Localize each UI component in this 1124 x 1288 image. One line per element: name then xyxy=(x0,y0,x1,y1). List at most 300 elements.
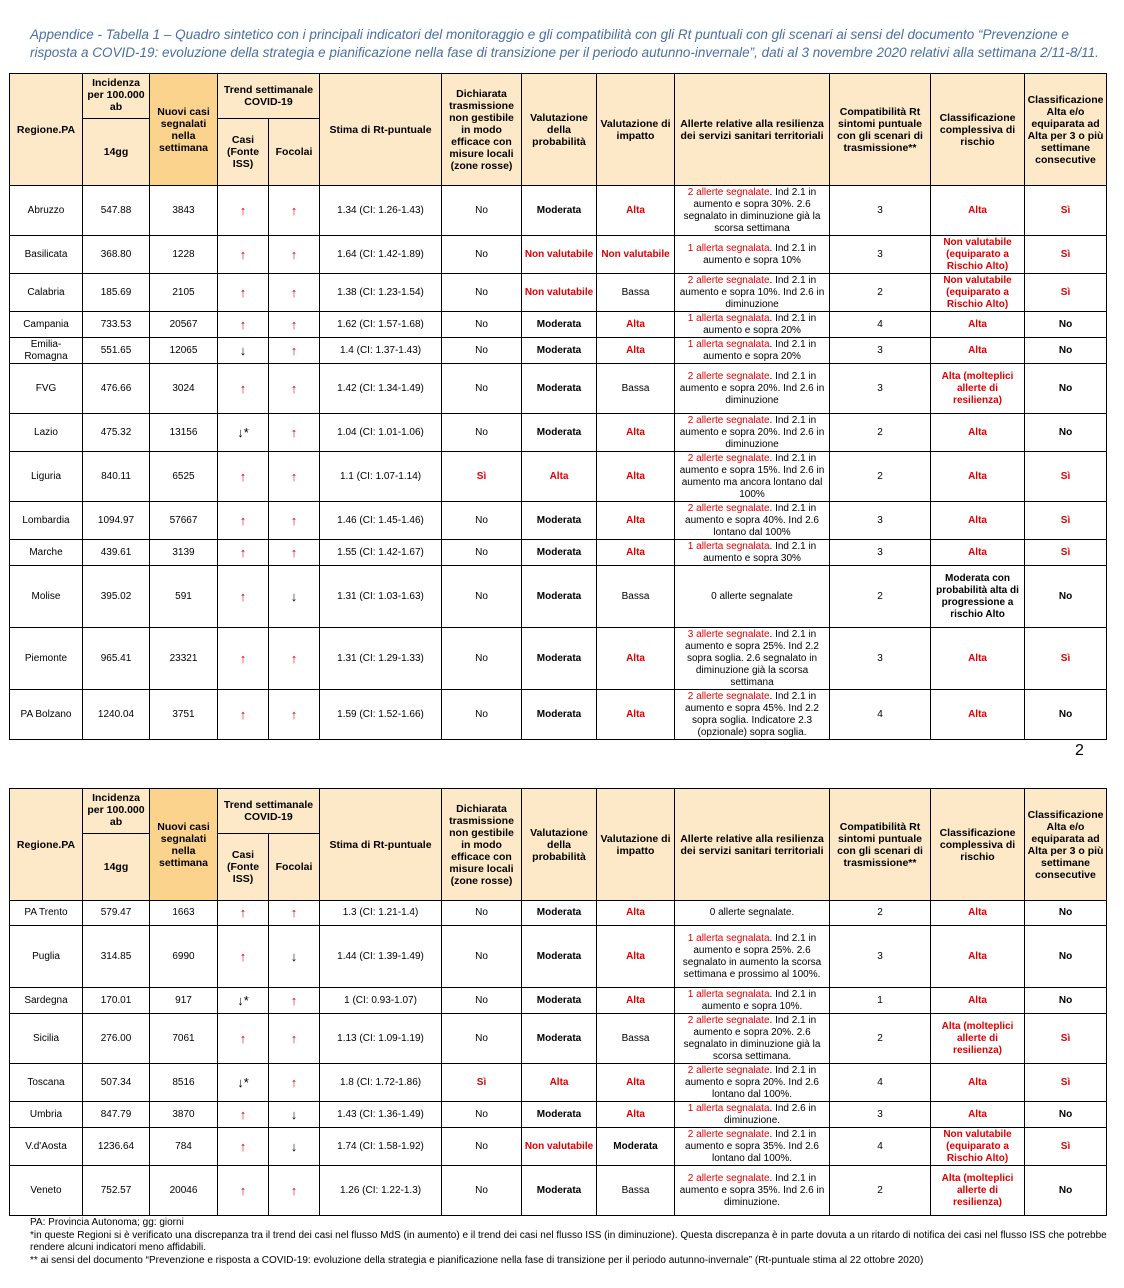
cell-impatto: Bassa xyxy=(597,1014,675,1064)
alert-details: . Ind 2.1 in aumento e sopra 15%. Ind 2.6 in aumento ma ancora lontano dal 100% xyxy=(679,452,825,500)
cell-nuovi-casi: 23321 xyxy=(150,628,218,690)
cell-allerte xyxy=(675,926,830,988)
cell-compatibilita: 2 xyxy=(830,1014,931,1064)
cell-compatibilita: 3 xyxy=(830,236,931,274)
cell-trend-focolai: ↑ xyxy=(269,338,320,364)
cell-trend-casi: ↑ xyxy=(218,1014,269,1064)
cell-dichiarata: No xyxy=(442,274,522,312)
cell-rt: 1.8 (CI: 1.72-1.86) xyxy=(320,1064,442,1102)
cell-regione: Lombardia xyxy=(10,502,83,540)
header-incidenza: Incidenza per 100.000 ab xyxy=(83,74,150,119)
alert-details: . Ind 2.1 in aumento e sopra 20% xyxy=(703,312,817,336)
cell-trend-casi: ↓* xyxy=(218,1064,269,1102)
cell-classificazione-3-settimane: Sì xyxy=(1025,540,1107,566)
cell-incidenza: 752.57 xyxy=(83,1166,150,1216)
cell-trend-casi: ↑ xyxy=(218,566,269,628)
cell-compatibilita: 4 xyxy=(830,1128,931,1166)
cell-probabilita: Moderata xyxy=(522,312,597,338)
cell-incidenza: 507.34 xyxy=(83,1064,150,1102)
cell-dichiarata: No xyxy=(442,364,522,414)
cell-probabilita: Moderata xyxy=(522,566,597,628)
cell-impatto: Alta xyxy=(597,901,675,926)
alert-details: . Ind 2.1 in aumento e sopra 40%. Ind 2.6 lontano dal 100% xyxy=(685,502,819,538)
cell-rt: 1.13 (CI: 1.09-1.19) xyxy=(320,1014,442,1064)
cell-compatibilita: 4 xyxy=(830,312,931,338)
table-row xyxy=(10,338,1107,364)
cell-nuovi-casi: 3751 xyxy=(150,690,218,740)
cell-allerte xyxy=(675,1128,830,1166)
table-row xyxy=(10,690,1107,740)
header-compatibilita: Compatibilità Rt sintomi puntuale con gli scenari di trasmissione** xyxy=(830,789,931,901)
table-row xyxy=(10,274,1107,312)
cell-classificazione-3-settimane: No xyxy=(1025,1166,1107,1216)
cell-classificazione: Alta xyxy=(931,414,1025,452)
cell-impatto: Moderata xyxy=(597,1128,675,1166)
cell-allerte xyxy=(675,452,830,502)
cell-trend-focolai: ↑ xyxy=(269,690,320,740)
cell-compatibilita: 3 xyxy=(830,186,931,236)
cell-classificazione-3-settimane: Sì xyxy=(1025,1014,1107,1064)
cell-probabilita: Moderata xyxy=(522,690,597,740)
alert-count: 2 allerte segnalate xyxy=(687,502,770,514)
alert-count: 1 allerta segnalata xyxy=(687,312,770,324)
cell-impatto: Alta xyxy=(597,338,675,364)
page-number: 2 xyxy=(1075,742,1084,759)
table-row xyxy=(10,1128,1107,1166)
cell-trend-casi: ↑ xyxy=(218,452,269,502)
cell-nuovi-casi: 3024 xyxy=(150,364,218,414)
cell-trend-focolai: ↓ xyxy=(269,1102,320,1128)
cell-regione: Abruzzo xyxy=(10,186,83,236)
table-row xyxy=(10,926,1107,988)
cell-dichiarata: No xyxy=(442,338,522,364)
cell-rt: 1.74 (CI: 1.58-1.92) xyxy=(320,1128,442,1166)
cell-allerte xyxy=(675,1014,830,1064)
table-row xyxy=(10,1102,1107,1128)
cell-probabilita: Moderata xyxy=(522,364,597,414)
cell-classificazione: Alta xyxy=(931,690,1025,740)
cell-dichiarata: No xyxy=(442,236,522,274)
cell-nuovi-casi: 591 xyxy=(150,566,218,628)
cell-nuovi-casi: 3139 xyxy=(150,540,218,566)
table-row xyxy=(10,236,1107,274)
cell-dichiarata: No xyxy=(442,926,522,988)
cell-incidenza: 840.11 xyxy=(83,452,150,502)
alert-count: 3 allerte segnalate xyxy=(687,628,770,640)
cell-probabilita: Moderata xyxy=(522,988,597,1014)
cell-trend-focolai: ↓ xyxy=(269,926,320,988)
header-probabilita: Valutazione della probabilità xyxy=(522,74,597,186)
cell-probabilita: Non valutabile xyxy=(522,236,597,274)
cell-trend-casi: ↑ xyxy=(218,1128,269,1166)
header-trend: Trend settimanale COVID-19 xyxy=(218,74,320,119)
cell-trend-casi: ↑ xyxy=(218,502,269,540)
alert-details: 0 allerte segnalate. xyxy=(709,907,795,918)
cell-probabilita: Alta xyxy=(522,452,597,502)
alert-details: . Ind 2.1 in aumento e sopra 25%. 2.6 segnalato in aumento la scorsa settimana e prossimo al 100%. xyxy=(682,932,822,980)
cell-trend-casi: ↑ xyxy=(218,186,269,236)
cell-impatto: Alta xyxy=(597,628,675,690)
cell-dichiarata: Sì xyxy=(442,1064,522,1102)
cell-classificazione-3-settimane: No xyxy=(1025,338,1107,364)
table-caption: Appendice - Tabella 1 – Quadro sintetico con i principali indicatori del monitoraggio e gli compatibilità con gli Rt puntuali con gli scenari ai sensi del documento “Prevenzione e risposta a COVID-19: evoluzione della strategia e pianificazione nella fase di transizione per il periodo autunno-invernale”, dati al 3 novembre 2020 relativi alla settimana 2/11-8/11. xyxy=(30,27,1099,60)
cell-classificazione: Alta xyxy=(931,540,1025,566)
alert-count: 2 allerte segnalate xyxy=(687,1128,770,1140)
cell-probabilita: Moderata xyxy=(522,1166,597,1216)
alert-details: . Ind 2.1 in aumento e sopra 20%. Ind 2.6 lontano dal 100%. xyxy=(685,1064,819,1100)
cell-regione: Umbria xyxy=(10,1102,83,1128)
cell-dichiarata: No xyxy=(442,540,522,566)
cell-incidenza: 439.61 xyxy=(83,540,150,566)
header-dichiarata: Dichiarata trasmissione non gestibile in modo efficace con misure locali (zone rosse) xyxy=(442,74,522,186)
cell-classificazione-3-settimane: No xyxy=(1025,1102,1107,1128)
cell-incidenza: 733.53 xyxy=(83,312,150,338)
cell-trend-casi: ↑ xyxy=(218,628,269,690)
alert-details: . Ind 2.1 in aumento e sopra 30%. 2.6 segnalato in diminuzione già la scorsa settimana xyxy=(683,186,821,234)
cell-compatibilita: 2 xyxy=(830,1166,931,1216)
cell-probabilita: Moderata xyxy=(522,926,597,988)
cell-rt: 1.59 (CI: 1.52-1.66) xyxy=(320,690,442,740)
table-row xyxy=(10,312,1107,338)
table-row xyxy=(10,540,1107,566)
cell-probabilita: Moderata xyxy=(522,1102,597,1128)
header-incidenza-14gg: 14gg xyxy=(83,834,150,901)
cell-dichiarata: No xyxy=(442,566,522,628)
cell-trend-casi: ↑ xyxy=(218,901,269,926)
cell-impatto: Alta xyxy=(597,988,675,1014)
header-trend: Trend settimanale COVID-19 xyxy=(218,789,320,834)
cell-probabilita: Non valutabile xyxy=(522,1128,597,1166)
cell-rt: 1.4 (CI: 1.37-1.43) xyxy=(320,338,442,364)
cell-allerte xyxy=(675,274,830,312)
cell-regione: Puglia xyxy=(10,926,83,988)
cell-rt: 1.34 (CI: 1.26-1.43) xyxy=(320,186,442,236)
cell-regione: Toscana xyxy=(10,1064,83,1102)
cell-allerte xyxy=(675,414,830,452)
cell-classificazione: Non valutabile (equiparato a Rischio Alto) xyxy=(931,1128,1025,1166)
cell-allerte xyxy=(675,628,830,690)
footnote: PA: Provincia Autonoma; gg: giorni xyxy=(30,1217,184,1228)
cell-classificazione-3-settimane: No xyxy=(1025,364,1107,414)
cell-classificazione: Alta xyxy=(931,452,1025,502)
header-probabilita: Valutazione della probabilità xyxy=(522,789,597,901)
cell-incidenza: 547.88 xyxy=(83,186,150,236)
cell-nuovi-casi: 917 xyxy=(150,988,218,1014)
table-row xyxy=(10,414,1107,452)
table-row xyxy=(10,1014,1107,1064)
cell-regione: Sardegna xyxy=(10,988,83,1014)
cell-classificazione-3-settimane: No xyxy=(1025,926,1107,988)
cell-classificazione: Alta xyxy=(931,186,1025,236)
cell-regione: PA Bolzano xyxy=(10,690,83,740)
header-allerte: Allerte relative alla resilienza dei servizi sanitari territoriali xyxy=(675,789,830,901)
footnotes xyxy=(30,1217,1110,1267)
alert-count: 2 allerte segnalate xyxy=(687,452,770,464)
cell-classificazione-3-settimane: No xyxy=(1025,312,1107,338)
header-classificazione: Classificazione complessiva di rischio xyxy=(931,789,1025,901)
cell-probabilita: Moderata xyxy=(522,502,597,540)
cell-probabilita: Moderata xyxy=(522,186,597,236)
cell-regione: FVG xyxy=(10,364,83,414)
cell-classificazione: Alta xyxy=(931,926,1025,988)
alert-details: . Ind 2.1 in aumento e sopra 10%. xyxy=(701,988,817,1012)
alert-details: 0 allerte segnalate xyxy=(711,590,793,602)
header-classificazione-3-settimane: Classificazione Alta e/o equiparata ad Alta per 3 o più settimane consecutive xyxy=(1025,74,1107,186)
cell-regione: Calabria xyxy=(10,274,83,312)
cell-regione: PA Trento xyxy=(10,901,83,926)
cell-compatibilita: 3 xyxy=(830,338,931,364)
cell-rt: 1.04 (CI: 1.01-1.06) xyxy=(320,414,442,452)
cell-trend-focolai: ↑ xyxy=(269,364,320,414)
table-row xyxy=(10,364,1107,414)
cell-nuovi-casi: 20046 xyxy=(150,1166,218,1216)
table-row xyxy=(10,1064,1107,1102)
cell-classificazione-3-settimane: Sì xyxy=(1025,236,1107,274)
cell-compatibilita: 3 xyxy=(830,628,931,690)
cell-impatto: Alta xyxy=(597,452,675,502)
cell-trend-casi: ↑ xyxy=(218,312,269,338)
cell-classificazione-3-settimane: No xyxy=(1025,414,1107,452)
header-classificazione-3-settimane: Classificazione Alta e/o equiparata ad Alta per 3 o più settimane consecutive xyxy=(1025,789,1107,901)
cell-classificazione: Non valutabile (equiparato a Rischio Alto) xyxy=(931,236,1025,274)
header-impatto: Valutazione di impatto xyxy=(597,74,675,186)
cell-rt: 1.1 (CI: 1.07-1.14) xyxy=(320,452,442,502)
cell-rt: 1.44 (CI: 1.39-1.49) xyxy=(320,926,442,988)
header-dichiarata: Dichiarata trasmissione non gestibile in modo efficace con misure locali (zone rosse) xyxy=(442,789,522,901)
cell-trend-focolai: ↑ xyxy=(269,452,320,502)
cell-allerte xyxy=(675,901,830,926)
cell-allerte xyxy=(675,566,830,628)
header-incidenza: Incidenza per 100.000 ab xyxy=(83,789,150,834)
cell-classificazione-3-settimane: Sì xyxy=(1025,502,1107,540)
cell-dichiarata: No xyxy=(442,1014,522,1064)
alert-count: 2 allerte segnalate xyxy=(687,1172,770,1184)
cell-trend-casi: ↑ xyxy=(218,1102,269,1128)
alert-details: . Ind 2.1 in aumento e sopra 20%. Ind 2.6 in diminuzione xyxy=(679,414,825,450)
cell-incidenza: 579.47 xyxy=(83,901,150,926)
header-impatto: Valutazione di impatto xyxy=(597,789,675,901)
cell-compatibilita: 1 xyxy=(830,988,931,1014)
cell-trend-casi: ↑ xyxy=(218,690,269,740)
cell-trend-focolai: ↑ xyxy=(269,901,320,926)
cell-allerte xyxy=(675,1102,830,1128)
cell-trend-focolai: ↑ xyxy=(269,502,320,540)
cell-incidenza: 314.85 xyxy=(83,926,150,988)
alert-count: 2 allerte segnalate xyxy=(687,414,770,426)
cell-rt: 1.31 (CI: 1.03-1.63) xyxy=(320,566,442,628)
table-row xyxy=(10,452,1107,502)
cell-classificazione: Alta (molteplici allerte di resilienza) xyxy=(931,1166,1025,1216)
cell-compatibilita: 2 xyxy=(830,452,931,502)
cell-nuovi-casi: 8516 xyxy=(150,1064,218,1102)
cell-impatto: Bassa xyxy=(597,566,675,628)
cell-dichiarata: No xyxy=(442,1102,522,1128)
cell-rt: 1.62 (CI: 1.57-1.68) xyxy=(320,312,442,338)
cell-rt: 1.26 (CI: 1.22-1.3) xyxy=(320,1166,442,1216)
cell-trend-casi: ↓ xyxy=(218,338,269,364)
cell-regione: Molise xyxy=(10,566,83,628)
header-regione: Regione.PA xyxy=(10,74,83,186)
cell-classificazione: Alta xyxy=(931,628,1025,690)
cell-nuovi-casi: 784 xyxy=(150,1128,218,1166)
alert-details: . Ind 2.1 in aumento e sopra 25%. Ind 2.2 sopra soglia. 2.6 segnalato in diminuzione già la scorsa settimana xyxy=(685,628,819,688)
alert-count: 1 allerta segnalata xyxy=(687,242,770,254)
alert-count: 1 allerta segnalata xyxy=(687,540,770,552)
cell-allerte xyxy=(675,186,830,236)
alert-count: 2 allerte segnalate xyxy=(687,370,770,382)
cell-allerte xyxy=(675,1166,830,1216)
cell-allerte xyxy=(675,338,830,364)
alert-details: . Ind 2.1 in aumento e sopra 30% xyxy=(703,540,817,564)
cell-classificazione: Alta xyxy=(931,1102,1025,1128)
header-classificazione: Classificazione complessiva di rischio xyxy=(931,74,1025,186)
cell-dichiarata: No xyxy=(442,988,522,1014)
cell-trend-casi: ↑ xyxy=(218,236,269,274)
cell-compatibilita: 3 xyxy=(830,926,931,988)
cell-classificazione-3-settimane: No xyxy=(1025,901,1107,926)
cell-compatibilita: 3 xyxy=(830,364,931,414)
cell-incidenza: 276.00 xyxy=(83,1014,150,1064)
header-casi: Casi (Fonte ISS) xyxy=(218,119,269,186)
cell-compatibilita: 3 xyxy=(830,502,931,540)
alert-details: . Ind 2.6 in diminuzione. xyxy=(723,1102,817,1126)
cell-regione: V.d'Aosta xyxy=(10,1128,83,1166)
cell-trend-casi: ↑ xyxy=(218,926,269,988)
cell-classificazione: Alta xyxy=(931,502,1025,540)
cell-trend-focolai: ↑ xyxy=(269,988,320,1014)
cell-trend-casi: ↑ xyxy=(218,274,269,312)
cell-nuovi-casi: 7061 xyxy=(150,1014,218,1064)
cell-rt: 1.31 (CI: 1.29-1.33) xyxy=(320,628,442,690)
cell-impatto: Alta xyxy=(597,926,675,988)
cell-impatto: Bassa xyxy=(597,364,675,414)
cell-incidenza: 847.79 xyxy=(83,1102,150,1128)
cell-impatto: Alta xyxy=(597,1064,675,1102)
cell-incidenza: 965.41 xyxy=(83,628,150,690)
header-rt: Stima di Rt-puntuale xyxy=(320,789,442,901)
cell-nuovi-casi: 3843 xyxy=(150,186,218,236)
cell-classificazione-3-settimane: Sì xyxy=(1025,274,1107,312)
table-row xyxy=(10,628,1107,690)
table-row xyxy=(10,1166,1107,1216)
cell-nuovi-casi: 12065 xyxy=(150,338,218,364)
cell-allerte xyxy=(675,540,830,566)
cell-allerte xyxy=(675,312,830,338)
alert-count: 2 allerte segnalate xyxy=(687,186,770,198)
cell-allerte xyxy=(675,1064,830,1102)
cell-rt: 1.38 (CI: 1.23-1.54) xyxy=(320,274,442,312)
cell-regione: Veneto xyxy=(10,1166,83,1216)
cell-probabilita: Moderata xyxy=(522,540,597,566)
cell-regione: Liguria xyxy=(10,452,83,502)
cell-dichiarata: No xyxy=(442,1128,522,1166)
cell-classificazione: Alta xyxy=(931,988,1025,1014)
cell-impatto: Non valutabile xyxy=(597,236,675,274)
cell-compatibilita: 2 xyxy=(830,566,931,628)
cell-classificazione-3-settimane: Sì xyxy=(1025,1064,1107,1102)
cell-nuovi-casi: 6990 xyxy=(150,926,218,988)
table-row xyxy=(10,988,1107,1014)
cell-trend-focolai: ↑ xyxy=(269,1014,320,1064)
header-focolai: Focolai xyxy=(269,119,320,186)
cell-nuovi-casi: 20567 xyxy=(150,312,218,338)
alert-details: . Ind 2.1 in aumento e sopra 20%. Ind 2.6 in diminuzione xyxy=(679,370,825,406)
header-nuovi-casi: Nuovi casi segnalati nella settimana xyxy=(150,789,218,901)
cell-classificazione-3-settimane: Sì xyxy=(1025,628,1107,690)
cell-dichiarata: No xyxy=(442,690,522,740)
cell-probabilita: Moderata xyxy=(522,414,597,452)
cell-dichiarata: No xyxy=(442,901,522,926)
cell-probabilita: Moderata xyxy=(522,338,597,364)
cell-impatto: Bassa xyxy=(597,1166,675,1216)
header-rt: Stima di Rt-puntuale xyxy=(320,74,442,186)
alert-details: . Ind 2.1 in aumento e sopra 20%. 2.6 segnalato in diminuzione già la scorsa settimana. xyxy=(683,1014,821,1062)
cell-regione: Basilicata xyxy=(10,236,83,274)
cell-compatibilita: 3 xyxy=(830,540,931,566)
cell-probabilita: Moderata xyxy=(522,1014,597,1064)
cell-incidenza: 170.01 xyxy=(83,988,150,1014)
cell-classificazione-3-settimane: Sì xyxy=(1025,186,1107,236)
cell-classificazione: Alta xyxy=(931,1064,1025,1102)
header-nuovi-casi: Nuovi casi segnalati nella settimana xyxy=(150,74,218,186)
cell-probabilita: Alta xyxy=(522,1064,597,1102)
cell-rt: 1.46 (CI: 1.45-1.46) xyxy=(320,502,442,540)
cell-nuovi-casi: 1228 xyxy=(150,236,218,274)
cell-classificazione: Non valutabile (equiparato a Rischio Alto) xyxy=(931,274,1025,312)
cell-trend-focolai: ↑ xyxy=(269,274,320,312)
alert-count: 2 allerte segnalate xyxy=(687,274,770,286)
header-focolai: Focolai xyxy=(269,834,320,901)
cell-trend-focolai: ↑ xyxy=(269,236,320,274)
cell-classificazione: Alta xyxy=(931,338,1025,364)
cell-nuovi-casi: 2105 xyxy=(150,274,218,312)
cell-compatibilita: 2 xyxy=(830,414,931,452)
table-row xyxy=(10,566,1107,628)
cell-impatto: Bassa xyxy=(597,274,675,312)
header-compatibilita: Compatibilità Rt sintomi puntuale con gli scenari di trasmissione** xyxy=(830,74,931,186)
cell-classificazione-3-settimane: No xyxy=(1025,566,1107,628)
cell-probabilita: Non valutabile xyxy=(522,274,597,312)
cell-trend-focolai: ↑ xyxy=(269,186,320,236)
cell-trend-focolai: ↑ xyxy=(269,1064,320,1102)
cell-dichiarata: No xyxy=(442,628,522,690)
cell-incidenza: 185.69 xyxy=(83,274,150,312)
cell-trend-focolai: ↑ xyxy=(269,540,320,566)
cell-incidenza: 476.66 xyxy=(83,364,150,414)
indicators-table-page-1 xyxy=(9,73,1107,740)
alert-count: 1 allerta segnalata xyxy=(687,932,770,944)
header-regione: Regione.PA xyxy=(10,789,83,901)
cell-regione: Lazio xyxy=(10,414,83,452)
alert-details: . Ind 2.1 in aumento e sopra 45%. Ind 2.2 sopra soglia. Indicatore 2.3 (opzionale) sopra soglia. xyxy=(685,690,819,738)
cell-incidenza: 1236.64 xyxy=(83,1128,150,1166)
table-row xyxy=(10,901,1107,926)
cell-impatto: Alta xyxy=(597,312,675,338)
cell-incidenza: 1094.97 xyxy=(83,502,150,540)
cell-trend-casi: ↑ xyxy=(218,1166,269,1216)
indicators-table-page-2 xyxy=(9,788,1107,1216)
alert-count: 1 allerta segnalata xyxy=(687,338,770,350)
cell-classificazione: Alta (molteplici allerte di resilienza) xyxy=(931,1014,1025,1064)
cell-probabilita: Moderata xyxy=(522,628,597,690)
cell-trend-focolai: ↑ xyxy=(269,312,320,338)
cell-nuovi-casi: 1663 xyxy=(150,901,218,926)
cell-classificazione-3-settimane: No xyxy=(1025,690,1107,740)
cell-allerte xyxy=(675,988,830,1014)
cell-trend-focolai: ↑ xyxy=(269,628,320,690)
cell-dichiarata: No xyxy=(442,502,522,540)
cell-trend-casi: ↓* xyxy=(218,988,269,1014)
